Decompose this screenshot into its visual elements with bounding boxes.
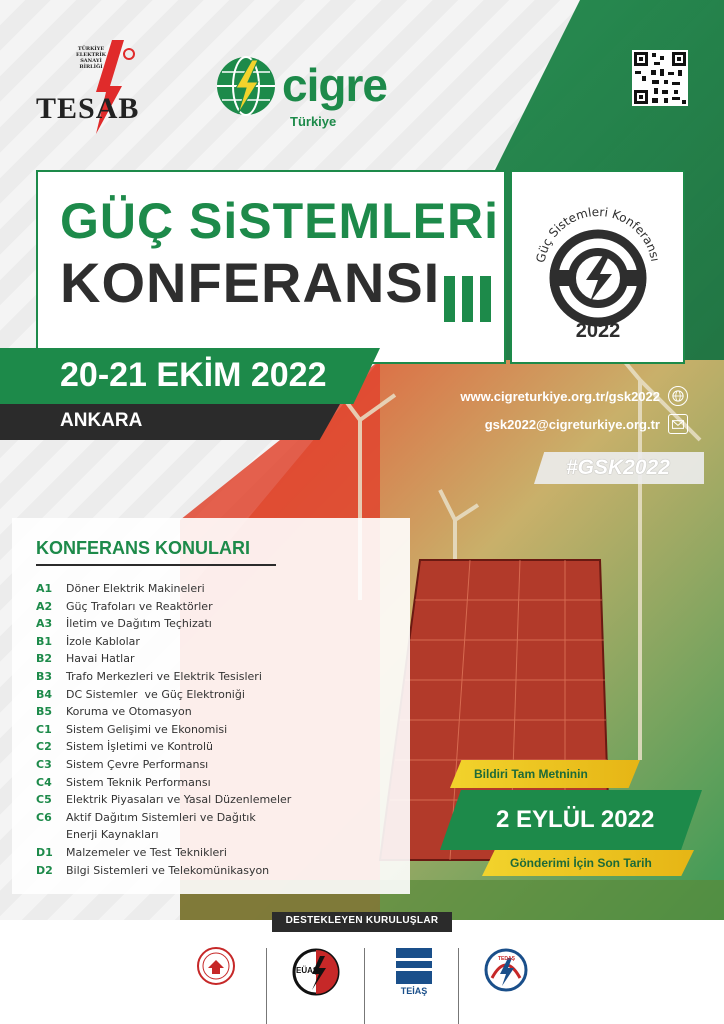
topic-label: Elektrik Piyasaları ve Yasal Düzenlemeler xyxy=(66,793,292,807)
event-city: ANKARA xyxy=(60,410,143,431)
mail-icon xyxy=(668,414,688,434)
sponsor-divider xyxy=(458,948,459,1024)
topic-label: Güç Trafoları ve Reaktörler xyxy=(66,599,213,613)
qr-code-icon[interactable] xyxy=(632,50,688,106)
ministry-seal-icon xyxy=(196,946,236,986)
roman-numeral-three-icon xyxy=(444,276,494,322)
topic-label: Sistem Gelişimi ve Ekonomisi xyxy=(66,722,228,736)
deadline-date: 2 EYLÜL 2022 xyxy=(496,806,655,833)
topic-code: A3 xyxy=(36,617,53,631)
topic-item xyxy=(36,756,396,774)
sponsor-label: DESTEKLEYEN KURULUŞLAR xyxy=(285,915,439,926)
topics-heading: KONFERANS KONULARI xyxy=(36,538,250,558)
cigre-globe-icon xyxy=(214,54,278,118)
cigre-country: Türkiye xyxy=(290,114,337,129)
topic-code: B3 xyxy=(36,669,53,683)
topic-code: B2 xyxy=(36,652,53,666)
topic-item xyxy=(36,703,396,721)
topic-item xyxy=(36,774,396,792)
tedas-logo-icon xyxy=(484,948,528,992)
globe-icon xyxy=(668,386,688,406)
teias-logo-icon xyxy=(396,948,432,984)
emblem-arc-text: Güç Sistemleri Konferansı xyxy=(533,204,663,264)
hashtag: #GSK2022 xyxy=(566,456,670,479)
topic-item xyxy=(36,668,396,686)
teias-label: TEİAŞ xyxy=(400,986,428,996)
topic-label: Bilgi Sistemleri ve Telekomünikasyon xyxy=(66,863,270,877)
topic-label: Sistem Çevre Performansı xyxy=(66,757,209,771)
event-date: 20-21 EKİM 2022 xyxy=(60,356,327,394)
topic-code: C1 xyxy=(36,722,52,736)
topic-item xyxy=(36,633,396,651)
website-row[interactable] xyxy=(460,386,688,406)
topic-label: Trafo Merkezleri ve Elektrik Tesisleri xyxy=(66,669,262,683)
tedas-label: TEDAŞ xyxy=(498,956,515,962)
cigre-wordmark: cigre xyxy=(282,59,387,111)
topic-code: B4 xyxy=(36,687,53,701)
sponsor-area xyxy=(0,920,724,1024)
topic-label: Sistem Teknik Performansı xyxy=(66,775,211,789)
topic-item xyxy=(36,721,396,739)
topic-code: C6 xyxy=(36,810,52,824)
city-ribbon xyxy=(0,404,340,440)
topic-label: İzole Kablolar xyxy=(66,634,140,648)
topic-item xyxy=(36,809,396,844)
topic-item xyxy=(36,738,396,756)
topic-code: D1 xyxy=(36,845,53,859)
topic-label: Malzemeler ve Test Teknikleri xyxy=(66,845,227,859)
topic-label: DC Sistemler ve Güç Elektroniği xyxy=(66,687,245,701)
deadline-caption-bottom: Gönderimi İçin Son Tarih xyxy=(510,856,652,870)
topic-item xyxy=(36,862,396,880)
topic-item xyxy=(36,686,396,704)
topic-label: Koruma ve Otomasyon xyxy=(66,705,192,719)
email-row[interactable] xyxy=(485,414,688,434)
deadline-caption-top: Bildiri Tam Metninin xyxy=(474,767,588,781)
topic-code: A2 xyxy=(36,599,53,613)
topic-item xyxy=(36,791,396,809)
topic-code: A1 xyxy=(36,582,53,595)
conference-title-line1: GÜÇ SiSTEMLERi xyxy=(60,193,500,249)
euas-label: EÜAŞ xyxy=(296,966,319,975)
emblem-year: 2022 xyxy=(575,320,621,342)
topic-item xyxy=(36,580,396,598)
topic-code: B5 xyxy=(36,705,53,719)
topic-item xyxy=(36,650,396,668)
conference-title-line2: KONFERANSI xyxy=(60,251,441,314)
topic-item xyxy=(36,615,396,633)
topic-code: C4 xyxy=(36,775,52,789)
tesab-name: TESAB xyxy=(36,92,140,125)
topic-label: Sistem İşletimi ve Kontrolü xyxy=(66,740,213,754)
topics-underline xyxy=(36,564,276,566)
email-link[interactable]: gsk2022@cigreturkiye.org.tr xyxy=(484,416,660,432)
topic-item xyxy=(36,844,396,862)
topics-list xyxy=(36,580,396,879)
topic-code: C3 xyxy=(36,757,52,771)
topic-code: B1 xyxy=(36,634,53,648)
topic-label: İletim ve Dağıtım Teçhizatı xyxy=(66,617,212,631)
topic-item xyxy=(36,598,396,616)
tesab-subtitle: TÜRKİYE ELEKTRİK SANAYİ BİRLİĞİ xyxy=(75,46,107,70)
topic-code: C2 xyxy=(36,740,52,754)
topic-code: C5 xyxy=(36,793,52,807)
website-link[interactable]: www.cigreturkiye.org.tr/gsk2022 xyxy=(460,388,660,404)
sponsor-divider xyxy=(266,948,267,1024)
topic-label: Aktif Dağıtım Sistemleri ve Dağıtık Enerji Kaynakları xyxy=(66,810,256,842)
sponsor-divider xyxy=(364,948,365,1024)
topic-label: Döner Elektrik Makineleri xyxy=(66,582,205,595)
topic-code: D2 xyxy=(36,863,53,877)
topic-label: Havai Hatlar xyxy=(66,652,135,666)
